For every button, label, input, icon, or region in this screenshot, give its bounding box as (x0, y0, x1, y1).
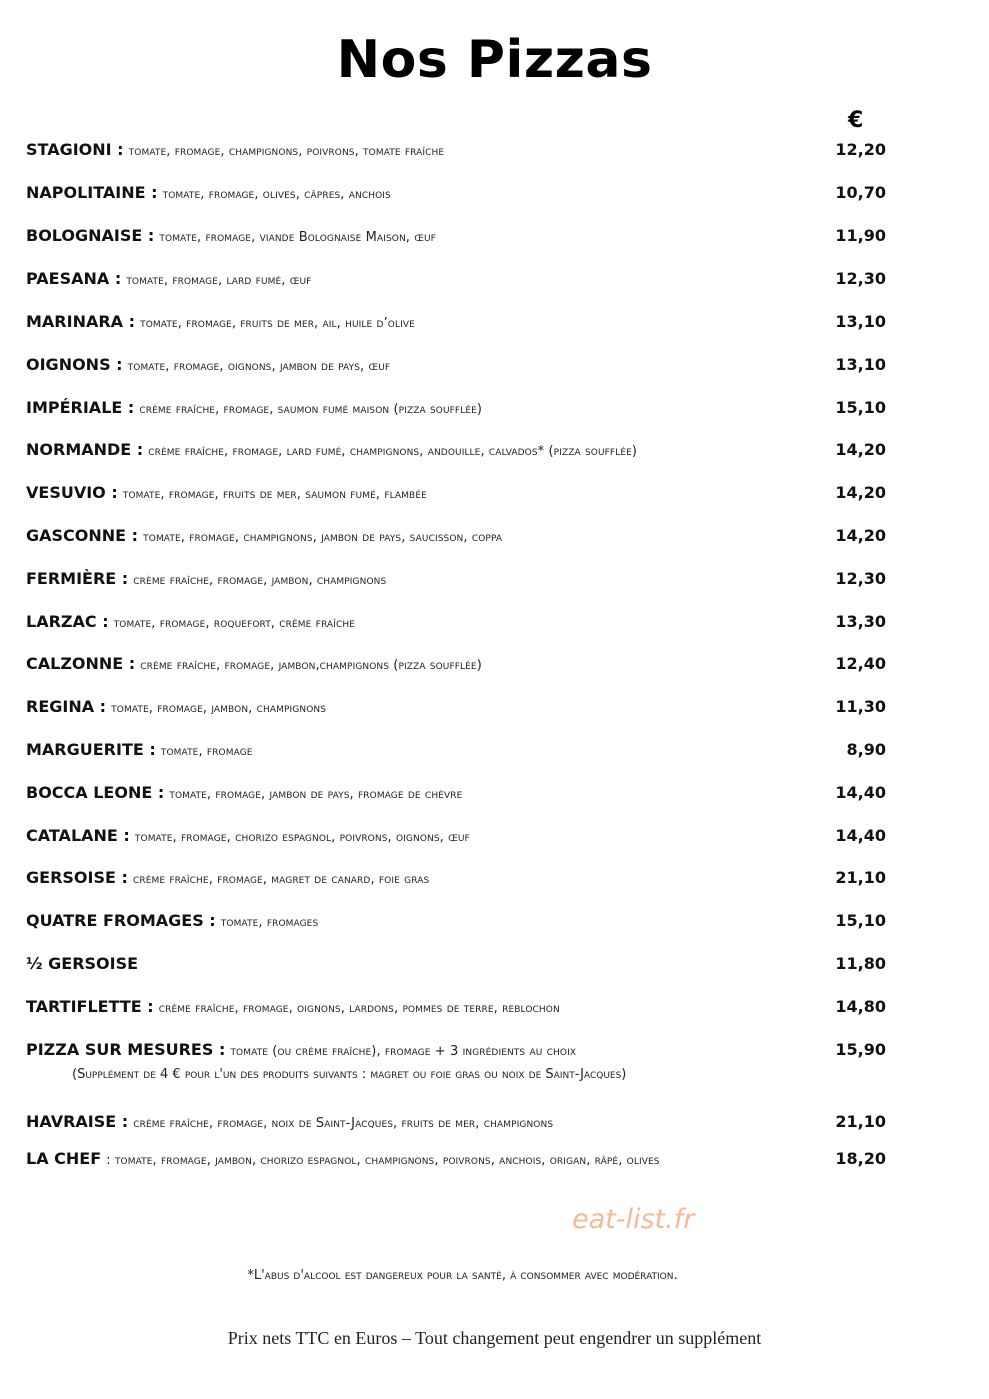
item-desc: tomate (ou crème fraîche), fromage + 3 ingrédients au choix (230, 1044, 577, 1059)
item-price: 11,90 (835, 226, 886, 245)
page-title: Nos Pizzas (336, 30, 653, 90)
menu-item (26, 310, 886, 334)
item-name: BOCCA LEONE : (26, 783, 165, 802)
item-desc: tomate, fromage, roquefort, crème fraîche (113, 616, 355, 631)
item-price: 14,20 (835, 483, 886, 502)
item-desc: tomate, fromage, jambon de pays, fromage de chèvre (169, 787, 463, 802)
menu-item (26, 909, 886, 933)
item-desc: tomate, fromage, oignons, jambon de pays, œuf (127, 359, 391, 374)
item-desc: crème fraîche, fromage, saumon fumé maison (pizza soufflée) (139, 402, 483, 417)
menu-item (26, 1110, 886, 1134)
supplement-note: (Supplément de 4 € pour l'un des produits suivants : magret ou foie gras ou noix de Saint-Jacques) (72, 1067, 627, 1082)
item-name: STAGIONI : (26, 140, 124, 159)
menu-item (26, 652, 886, 676)
menu-item (26, 481, 886, 505)
menu-item (26, 610, 886, 634)
item-price: 14,80 (835, 997, 886, 1016)
item-desc: tomate, fromage, olives, câpres, anchois (162, 187, 391, 202)
item-price: 18,20 (835, 1149, 886, 1168)
item-name: CALZONNE : (26, 654, 136, 673)
item-price: 11,30 (835, 697, 886, 716)
item-name: IMPÉRIALE : (26, 398, 135, 417)
item-name: NAPOLITAINE : (26, 183, 158, 202)
item-name: MARGUERITE : (26, 740, 156, 759)
item-price: 12,20 (835, 140, 886, 159)
item-desc: crème fraîche, fromage, jambon, champignons (133, 573, 387, 588)
item-desc: tomate, fromage, chorizo espagnol, poivrons, oignons, œuf (134, 830, 470, 845)
item-desc: crème fraîche, fromage, jambon,champignons (pizza soufflée) (140, 658, 482, 673)
menu-item (26, 267, 886, 291)
item-price: 15,90 (835, 1040, 886, 1059)
item-desc: crème fraîche, fromage, oignons, lardons, pommes de terre, reblochon (158, 1001, 560, 1016)
menu-item (26, 181, 886, 205)
menu-item (26, 524, 886, 548)
menu-item (26, 1147, 886, 1171)
item-name: REGINA : (26, 697, 107, 716)
item-desc: tomate, fromage, lard fumé, œuf (126, 273, 312, 288)
item-price: 13,30 (835, 612, 886, 631)
menu-item (26, 396, 886, 420)
menu-item (26, 952, 886, 976)
item-name: PIZZA SUR MESURES : (26, 1040, 226, 1059)
menu-item (26, 224, 886, 248)
item-price: 8,90 (846, 740, 886, 759)
item-name: GERSOISE : (26, 868, 128, 887)
menu-item (26, 138, 886, 162)
menu-item (26, 695, 886, 719)
item-price: 21,10 (835, 868, 886, 887)
item-desc: : tomate, fromage, jambon, chorizo espagnol, champignons, poivrons, anchois, origan, râpé, olives (106, 1153, 660, 1168)
item-desc: tomate, fromage, viande Bolognaise Maison, œuf (159, 230, 436, 245)
item-price: 13,10 (835, 355, 886, 374)
menu-item (26, 1038, 886, 1062)
item-desc: tomate, fromage, champignons, poivrons, tomate fraîche (128, 144, 445, 159)
item-name: MARINARA : (26, 312, 136, 331)
item-price: 12,40 (835, 654, 886, 673)
item-name: GASCONNE : (26, 526, 139, 545)
item-price: 11,80 (835, 954, 886, 973)
item-price: 13,10 (835, 312, 886, 331)
item-price: 12,30 (835, 269, 886, 288)
item-desc: crème fraîche, fromage, magret de canard, foie gras (132, 872, 430, 887)
item-desc: crème fraîche, fromage, noix de Saint-Jacques, fruits de mer, champignons (133, 1116, 554, 1131)
item-name: FERMIÈRE : (26, 569, 129, 588)
item-desc: tomate, fromage, fruits de mer, saumon fumé, flambée (122, 487, 427, 502)
price-footer: Prix nets TTC en Euros – Tout changement peut engendrer un supplément (227, 1328, 762, 1348)
item-price: 15,10 (835, 911, 886, 930)
item-price: 14,40 (835, 826, 886, 845)
item-price: 21,10 (835, 1112, 886, 1131)
item-name: ½ GERSOISE (26, 954, 139, 973)
item-name: TARTIFLETTE : (26, 997, 154, 1016)
menu-item (26, 353, 886, 377)
item-name: QUATRE FROMAGES : (26, 911, 216, 930)
watermark: eat-list.fr (572, 1204, 695, 1235)
menu-item (26, 438, 886, 462)
item-price: 10,70 (835, 183, 886, 202)
item-name: OIGNONS : (26, 355, 123, 374)
item-desc: crème fraîche, fromage, lard fumé, champignons, andouille, calvados* (pizza soufflée) (148, 444, 638, 459)
item-desc: tomate, fromages (220, 915, 319, 930)
item-name: VESUVIO : (26, 483, 118, 502)
menu-item (26, 781, 886, 805)
menu-item (26, 995, 886, 1019)
item-name: BOLOGNAISE : (26, 226, 155, 245)
item-price: 14,20 (835, 440, 886, 459)
alcohol-footnote: *L'abus d'alcool est dangereux pour la santé, à consommer avec modération. (247, 1268, 678, 1283)
item-name: PAESANA : (26, 269, 122, 288)
item-desc: tomate, fromage, champignons, jambon de pays, saucisson, coppa (143, 530, 503, 545)
item-price: 15,10 (835, 398, 886, 417)
item-name: LARZAC : (26, 612, 109, 631)
menu-item (26, 567, 886, 591)
item-price: 12,30 (835, 569, 886, 588)
item-name: CATALANE : (26, 826, 130, 845)
item-desc: tomate, fromage, fruits de mer, ail, huile d’olive (140, 316, 415, 331)
item-price: 14,20 (835, 526, 886, 545)
menu-item (26, 738, 886, 762)
item-desc: tomate, fromage (160, 744, 253, 759)
menu-item (26, 824, 886, 848)
item-name: LA CHEF (26, 1149, 102, 1168)
currency-header: € (848, 108, 864, 133)
item-name: NORMANDE : (26, 440, 144, 459)
menu-item (26, 866, 886, 890)
item-desc: tomate, fromage, jambon, champignons (111, 701, 327, 716)
item-price: 14,40 (835, 783, 886, 802)
item-name: HAVRAISE : (26, 1112, 129, 1131)
